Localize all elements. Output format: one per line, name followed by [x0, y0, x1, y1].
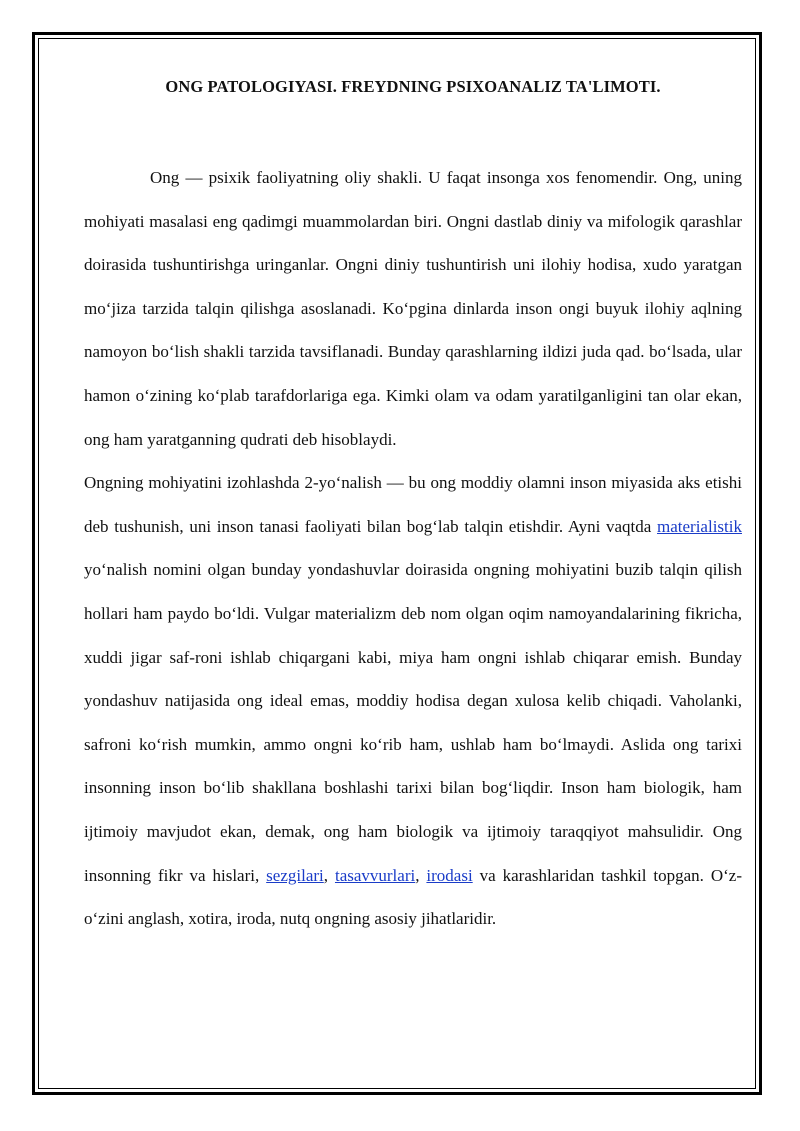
separator-text: ,	[323, 865, 335, 885]
paragraph-text: yo‘nalish nomini olgan bunday yondashuvlar doirasida ongning mohiyatini buzib talqin qilish hollari ham paydo bo‘ldi. Vulgar materializm deb nom olgan oqim namoyandalarining fikricha, xuddi jigar saf-roni ishlab chiqargani kabi, miya ham ongni ishlab chiqarar emish. Bunday yondashuv natijasida ong ideal emas, moddiy hodisa degan xulosa kelib chiqadi. Vaholanki, safroni ko‘rish mumkin, ammo ongni ko‘rib ham, ushlab ham bo‘lmaydi. Aslida ong tarixi insonning inson bo‘lib shakllana boshlashi tarixi bilan bog‘liqdir. Inson ham biologik, ham ijtimoiy mavjudot ekan, demak, ong ham biologik va ijtimoiy taraqqiyot mahsulidir. Ong insonning fikr va hislari,	[84, 560, 742, 885]
paragraph-text: Ongning mohiyatini izohlashda 2-yo‘nalish — bu ong moddiy olamni inson miyasida aks etishi deb tushunish, uni inson tanasi faoliyati bilan bog‘lab talqin etishdir. Ayni vaqtda	[84, 473, 742, 536]
link-materialistik[interactable]: materialistik	[657, 516, 742, 536]
paragraph-text: va karashlaridan tashkil topgan. O‘z-o‘zini anglash, xotira, iroda, nutq ongning asosiy jihatlaridir.	[84, 865, 743, 929]
separator-text: ,	[415, 865, 427, 885]
document-body	[84, 74, 742, 941]
paragraph-materialist-approach	[84, 461, 742, 941]
link-sezgilari[interactable]: sezgilari	[266, 865, 324, 885]
paragraph-consciousness-definition: Ong — psixik faoliyatning oliy shakli. U faqat insonga xos fenomendir. Ong, uning mohiyati masalasi eng qadimgi muammolardan biri. Ongni dastlab diniy va mifologik qarashlar doirasida tushuntirishga uringanlar. Ongni diniy tushuntirish uni ilohiy hodisa, xudo yaratgan mo‘jiza tarzida talqin qilishga asoslanadi. Ko‘pgina dinlarda inson ongi buyuk ilohiy aqlning namoyon bo‘lish shakli tarzida tavsiflanadi. Bunday qarashlarning ildizi juda qad. bo‘lsada, ular hamon o‘zining ko‘plab tarafdorlariga ega. Kimki olam va odam yaratilganligini tan olar ekan, ong ham yaratganning qudrati deb hisoblaydi.	[84, 168, 742, 449]
link-irodasi[interactable]: irodasi	[426, 865, 473, 885]
link-tasavvurlari[interactable]: tasavvurlari	[334, 865, 416, 885]
document-title: ONG PATOLOGIYASI. FREYDNING PSIXOANALIZ TA'LIMOTI.	[165, 77, 661, 96]
